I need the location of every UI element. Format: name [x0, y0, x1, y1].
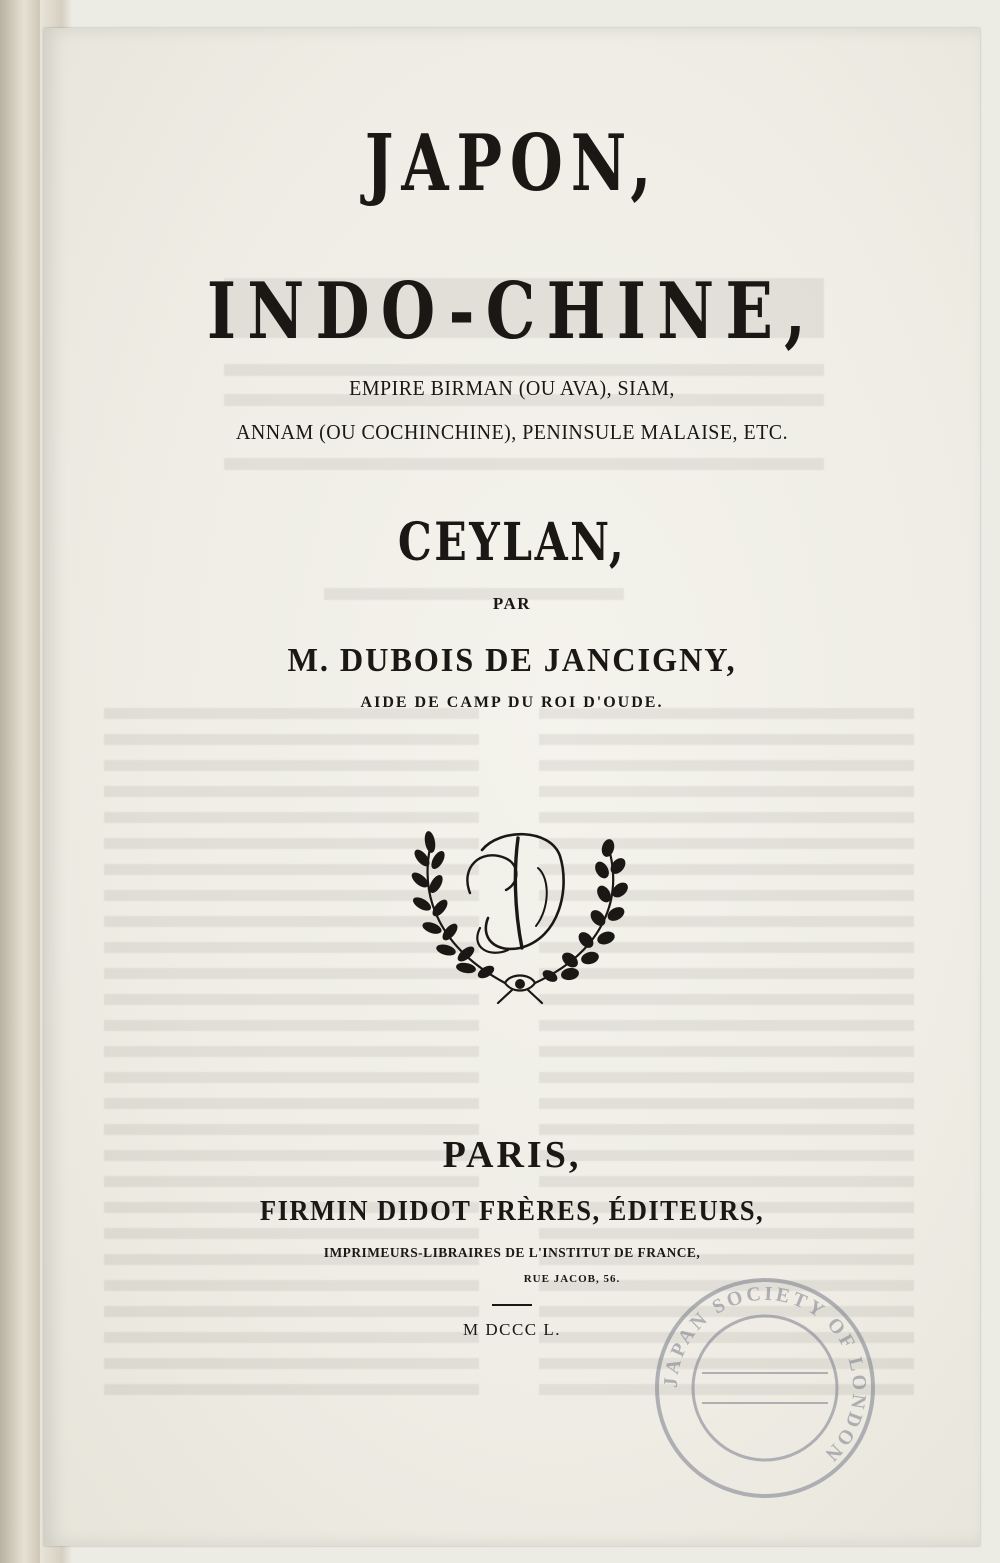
- publication-date: M DCCC L.: [462, 1320, 562, 1339]
- subtitle-line-2: ANNAM (OU COCHINCHINE), PENINSULE MALAISE, ETC.: [235, 420, 789, 444]
- stamp-text: JAPAN SOCIETY OF LONDON: [659, 1282, 871, 1468]
- divider: [492, 1304, 532, 1306]
- title-page: [44, 28, 980, 1546]
- title-line-3: CEYLAN,: [397, 512, 627, 573]
- author-role: AIDE DE CAMP DU ROI D'OUDE.: [360, 694, 664, 711]
- printer-line: IMPRIMEURS-LIBRAIRES DE L'INSTITUT DE FRANCE,: [323, 1246, 701, 1261]
- publisher-address: RUE JACOB, 56.: [523, 1273, 621, 1285]
- title-line-2: INDO-CHINE,: [206, 266, 818, 357]
- by-label: PAR: [492, 594, 532, 613]
- book-edge: [0, 0, 40, 1563]
- monogram-with-wreath-icon: [410, 798, 630, 1008]
- publication-city: PARIS,: [442, 1134, 582, 1176]
- library-stamp-icon: [650, 1273, 880, 1503]
- subtitle-line-1: EMPIRE BIRMAN (OU AVA), SIAM,: [349, 376, 675, 400]
- author-name: M. DUBOIS DE JANCIGNY,: [287, 642, 737, 679]
- publisher-name: FIRMIN DIDOT FRÈRES, ÉDITEURS,: [259, 1196, 765, 1227]
- title-line-1: JAPON,: [364, 118, 660, 209]
